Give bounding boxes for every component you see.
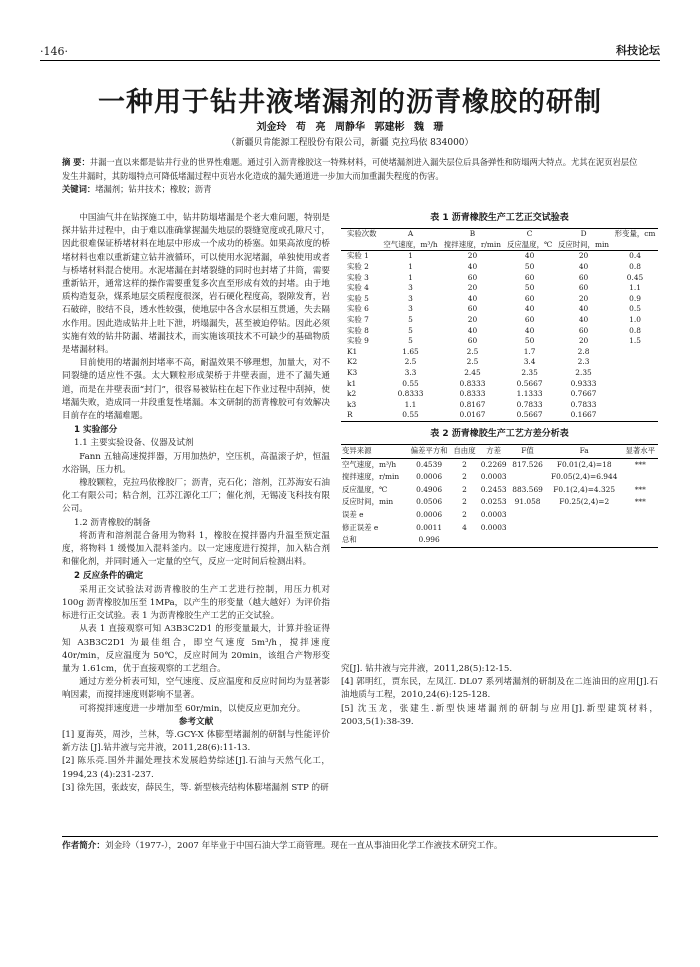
table-1-cell [612,368,658,379]
table-2-row [341,509,658,522]
table-1-cell: 0.55 [402,410,419,420]
right-column [341,212,658,548]
table-1-cell: 60 [467,304,478,314]
table-2-cell: 0.4539 [416,459,443,469]
references-heading: 参考文献 [178,716,214,727]
table-1-cell: 2.35 [575,367,592,377]
equipment-paragraph: Fann 五轴高速搅拌器，万用加热炉，空压机，高温滚子炉，恒温水浴锅，压力机。 [62,451,330,475]
table-2-row [341,458,658,471]
table-1-cell: 1.1 [629,283,641,293]
table-1 [341,228,658,422]
keywords [62,183,638,197]
table-1-row [341,410,658,421]
table-2-row [341,484,658,497]
table-1-cell: 1.5 [629,336,641,346]
table-1-cell: 实验 3 [347,272,369,282]
table-1-cell [612,379,658,390]
table-2-cell: F0.1(2,4)=4.325 [553,484,616,494]
table-1-cell: 5 [408,336,413,346]
table-1-cell: 0.8 [629,325,641,335]
table-1-cell: k3 [347,399,357,409]
table-1-cell: 0.1667 [570,410,597,420]
table-1-cell: 60 [524,272,535,282]
table-2-cell: F0.05(2,4)=6.944 [550,472,618,482]
running-header [40,36,660,58]
table-2-row [341,471,658,484]
table-1-row [341,273,658,284]
table-1-cell: 0.8333 [459,389,486,399]
table-1-cell: 实验 8 [347,325,369,335]
table-2-caption: 表 2 沥青橡胶生产工艺方差分析表 [430,428,569,439]
table-1-cell: 实验 2 [347,261,369,271]
table-1-cell: 0.8333 [397,389,424,399]
abstract [62,156,638,183]
table-1-cell: 0.8167 [459,399,486,409]
table-2-cell: 反应时间，min [342,497,394,507]
table-1-cell: 3 [408,293,413,303]
table-2-row [341,522,658,535]
table-1-cell: 3.4 [523,357,536,367]
table-1-subheader-row [341,240,658,251]
table-1-cell: 5 [408,325,413,335]
table-2-header-cell: 变异来源 [341,445,407,459]
table-1-cell: 实验 4 [347,283,369,293]
table-1-row [341,389,658,400]
table-2-cell: 2 [462,497,467,507]
header-rule [40,60,660,61]
table-2-cell: 883.569 [512,484,543,494]
table-1-cell: 40 [578,261,589,271]
reference-5: [5] 沈玉龙，张建生.新型快速堵漏剂的研制与应用[J].新型建筑材料，2003,5(1):38-39. [341,703,658,727]
table-2-cell: 0.2269 [480,459,507,469]
keywords-label: 关键词： [62,184,96,194]
table-2-cell: 0.0003 [480,510,507,520]
table-1-row [341,336,658,347]
table-1-cell: 2.3 [577,357,590,367]
table-2-cell: 2 [462,484,467,494]
table-1-cell: 0.9333 [570,378,597,388]
table-2-cell: *** [634,497,646,507]
table-1-cell [612,357,658,368]
table-1-cell: 20 [578,293,589,303]
table-1-cell: 20 [467,251,478,261]
table-2-cell: 2 [462,510,467,520]
table-1-cell: 0.5667 [516,410,543,420]
table-1-cell: 1.1333 [516,389,543,399]
table-1-cell: k1 [347,378,357,388]
table-1-cell: 0.8333 [459,378,486,388]
table-1-cell: 60 [467,336,478,346]
table-1-row [341,326,658,337]
subsection-heading-1-2: 1.2 沥青橡胶的制备 [74,517,151,528]
table-2-cell: 修正误差 e [342,522,379,532]
table-2-row [341,534,658,547]
reference-3: [3] 徐先国，张歧安，薛民生，等. 新型核壳结构体膨堵漏剂 STP 的研 [62,782,329,793]
table-1-header-cell: D [580,229,587,239]
table-1-cell: 3.3 [404,367,417,377]
table-1-cell: 60 [467,272,478,282]
table-2-cell: 0.0011 [416,522,443,532]
reaction-paragraph-3: 通过方差分析表可知，空气速度、反应温度和反应时间均为显著影响因素，而搅拌速度则影响不显著。 [62,677,330,701]
table-1-cell: 1.7 [523,346,536,356]
table-1-subheader-cell: 空气速度，m³/h [380,240,440,251]
article-title: 一种用于钻井液堵漏剂的沥青橡胶的研制 [98,87,602,118]
table-1-cell: 0.45 [626,272,644,282]
table-2-cell: 0.0003 [480,522,507,532]
table-2-header-cell: 方差 [478,445,509,459]
reaction-paragraph-4: 可将搅拌速度进一步增加至 60r/min，以使反应更加充分。 [79,703,306,714]
table-1-subheader-cell: 反应温度，℃ [504,240,555,251]
footnote-rule [62,836,658,837]
author-bio-text: 刘金玲（1977-），2007 年毕业于中国石油大学工商管理。现在一直从事油田化学工作液技术研究工作。 [104,841,503,851]
table-1-row [341,251,658,262]
table-2-cell: F0.25(2,4)=2 [559,497,610,507]
table-1-cell: k2 [347,389,357,399]
section-heading-1: 1 实验部分 [74,425,118,436]
table-2-cell [546,522,623,535]
table-2-cell: 0.0006 [416,472,443,482]
table-1-header-row [341,229,658,240]
table-1-cell: 1.1 [404,399,417,409]
table-2-cell: 0.2453 [480,484,507,494]
table-2-header-cell: 显著水平 [623,445,658,459]
table-1-cell: 60 [578,272,589,282]
table-2-cell [509,509,546,522]
table-2-header-cell: 自由度 [451,445,478,459]
reference-1: [1] 夏海英，周沙，兰林，等.GCY-X 体膨型堵漏剂的研制与性能评价新方法 [J].钻井液与完井液，2011,28(6):11-13. [62,729,330,754]
table-1-cell: 40 [467,325,478,335]
table-1-cell: 0.7833 [516,399,543,409]
table-2-cell [546,534,623,547]
table-1-cell: 1.0 [629,314,641,324]
table-2-cell [623,509,658,522]
table-1-cell: 20 [578,251,589,261]
table-1-cell: 0.55 [402,378,419,388]
table-1-cell [612,410,658,421]
table-1-cell: 40 [467,261,478,271]
table-1-row [341,283,658,294]
reference-3-continued: 究[J]. 钻井液与完井液，2011,28(5):12-15. [341,664,513,674]
table-1-row [341,379,658,390]
table-1-row [341,262,658,273]
table-2-cell [623,522,658,535]
author-bio [62,840,658,853]
table-1-row [341,400,658,411]
table-2-cell: 0.996 [418,535,440,545]
table-2-cell: 0.0253 [480,497,507,507]
table-2-header-cell: F值 [509,445,546,459]
table-1-cell: 0.4 [629,251,641,261]
page-number: ·146· [40,45,68,58]
table-1-cell: 20 [578,336,589,346]
table-1-cell: 3 [408,304,413,314]
table-2-cell [546,509,623,522]
table-1-cell [612,347,658,358]
table-1-cell: 40 [467,293,478,303]
abstract-block [62,156,638,197]
table-1-cell: 0.0167 [459,410,486,420]
table-2-cell: 空气速度，m³/h [342,459,397,469]
table-2-header-row [341,445,658,459]
table-1-cell: 2.45 [464,367,481,377]
table-1-cell: 40 [524,251,535,261]
table-2-cell: 搅拌速度，r/min [342,472,400,482]
table-1-cell: 5 [408,314,413,324]
table-1-cell: 2.5 [466,346,479,356]
table-1-cell: 40 [578,314,589,324]
reference-4: [4] 郭明红，贾东民，左凤江. DL07 系列堵漏剂的研制及在二连油田的应用[J].石油地质与工程，2010,24(6):125-128. [341,677,658,701]
table-1-cell: 2.35 [521,367,538,377]
table-1-cell: 实验 5 [347,293,369,303]
table-1-header-cell: C [526,229,533,239]
table-1-row [341,315,658,326]
keywords-text: 堵漏剂；钻井技术；橡胶；沥青 [95,184,212,194]
table-1-cell: 1.65 [402,346,419,356]
intro-paragraph-1: 中国油气井在钻探施工中，钻井防塌堵漏是个老大难问题，特别是探井钻井过程中，由于难以准确掌握漏失地层的裂缝宽度或孔隙尺寸，因此很难保证桥堵材料在地层中形成一个成功的桥塞。如果高浓度的桥堵材料也难以重新建立钻井液循环，可以使用水泥堵漏，单独使用或者与桥堵材料混合使用。水泥堵漏在封堵裂缝的同时也封堵了井筒，需要重新钻开，通常这样的操作需要重复多次直至形成有效的封堵。由于地质构造复杂，煤系地层交质程度很深，岩石硬化程度高，裂隙发育，岩石破碎，胶结不良，透水性较强，使地层中各含水层相互贯通，失去隔水作用。因此造成钻井上吐下泄，坍塌漏失，甚至被迫停钻。因此必须实施有效的钻井防漏、堵漏技术，而实施该项技术不可缺少的基础物质是堵漏材料。 [62,213,330,356]
table-1-cell: 60 [524,293,535,303]
table-1-cell: K3 [347,367,358,377]
intro-paragraph-2: 目前使用的堵漏剂封堵率不高，耐温效果不够理想，加量大，对不同裂缝的适应性不强。太大颗粒形成架桥于井壁表面，进不了漏失通道，而是在井壁表面“封门”，很容易被钻柱在起下作业过程中刮掉，使堵漏失败，造成同一井段重复性堵漏。本文研制的沥青橡胶可有效解决目前存在的堵漏难题。 [62,358,330,422]
table-1-cell: 50 [524,336,535,346]
table-2-cell [623,534,658,547]
table-1-cell: 50 [524,261,535,271]
author-list: 刘金玲 苟 亮 周静华 郭建彬 魏 珊 [256,122,444,133]
table-2-cell: 0.0003 [480,472,507,482]
table-1-subheader-cell [341,240,380,251]
table-1-cell: 0.5667 [516,378,543,388]
table-2-cell [509,471,546,484]
author-bio-label: 作者简介： [62,841,105,851]
table-2-cell [509,534,546,547]
table-1-cell: 0.5 [629,304,641,314]
table-2-cell [451,534,478,547]
table-2-cell: 总和 [342,535,357,545]
table-1-cell: 40 [578,304,589,314]
table-1-cell: 2.8 [577,346,590,356]
table-1-cell: 0.9 [629,293,641,303]
table-2-cell: 4 [462,522,467,532]
table-2-cell [509,522,546,535]
table-1-cell: 实验 6 [347,304,369,314]
reaction-paragraph-1: 采用正交试验法对沥青橡胶的生产工艺进行控制，用压力机对 100g 沥青橡胶加压至 1MPa，以产生的形变量（越大越好）为评价指标进行正交试验。表 1 为沥青橡胶生产工艺的正交试验。 [62,584,330,622]
table-2-cell: 817.526 [512,459,543,469]
table-1-cell: 40 [524,304,535,314]
table-1-header-cell: A [407,229,414,239]
table-1-caption: 表 1 沥青橡胶生产工艺正交试验表 [430,213,569,223]
journal-name: 科技论坛 [616,44,660,57]
table-2-header-cell: Fa [546,445,623,459]
table-2-cell [623,471,658,484]
table-1-cell: 2.5 [466,357,479,367]
table-1-subheader-cell: 搅拌速度，r/min [441,240,505,251]
table-2-cell: 0.0006 [416,510,443,520]
table-1-cell: 实验 9 [347,336,369,346]
table-1-cell: 0.7667 [570,389,597,399]
affiliation: （新疆贝肯能源工程股份有限公司，新疆 克拉玛依 834000） [226,138,474,148]
abstract-text: 井漏一直以来都是钻井行业的世界性难题。通过引入沥青橡胶这一特殊材料，可使堵漏剂进入漏失层位后具备弹性和防塌两大特点。尤其在泥页岩层位发生井漏时，其防塌特点可降低堵漏过程中页岩水化造成的漏失通道进一步加大而加重漏失程度的伤害。 [62,157,638,181]
table-2-cell: 91.058 [514,497,541,507]
left-column [62,212,330,795]
table-1-cell: 2.5 [404,357,417,367]
table-2-cell: 反应温度，℃ [342,484,388,494]
table-1-header-cell: 形变量，cm [614,229,656,239]
table-1-cell: 0.7833 [570,399,597,409]
table-1-row [341,368,658,379]
table-1-cell: 20 [467,283,478,293]
table-1-cell: 60 [578,325,589,335]
table-1-cell: 40 [524,325,535,335]
table-1-body [341,251,658,422]
table-1-header-cell: B [469,229,476,239]
table-1-row [341,294,658,305]
table-1-cell: 3 [408,283,413,293]
table-2-row [341,496,658,509]
table-1-cell: 实验 1 [347,251,369,261]
table-2-cell: F0.01(2,4)=18 [556,459,612,469]
table-1-row [341,347,658,358]
section-heading-2: 2 反应条件的确定 [74,571,144,582]
table-1-cell: 60 [524,314,535,324]
table-2-cell: *** [634,459,646,469]
reference-2: [2] 陈乐亮.国外井漏处理技术发展趋势综述[J].石油与天然气化工，1994,23 (4):231-237. [62,756,330,780]
table-2-cell: *** [634,484,646,494]
table-1-cell: 1 [408,261,413,271]
table-1-cell: 1 [408,251,413,261]
table-1-cell: K2 [347,357,358,367]
preparation-paragraph: 将沥青和溶剂混合备用为物料 1，橡胶在搅拌器内升温至预定温度，将物料 1 缓慢加入混料釜内。以一定速度进行搅拌，加入粘合剂和催化剂，并同时通入一定量的空气，反应一定时间后检测出料。 [62,530,330,568]
table-2-cell: 2 [462,472,467,482]
table-1-row [341,357,658,368]
right-references [341,663,658,729]
table-1-cell: 实验 7 [347,314,369,324]
table-2 [341,444,658,548]
table-1-cell: 0.8 [629,261,641,271]
table-2-cell: 2 [462,459,467,469]
table-2-body [341,458,658,547]
table-2-cell [478,534,509,547]
table-2-header-cell: 偏差平方和 [407,445,451,459]
table-1-subheader-cell [612,240,658,251]
reaction-paragraph-2: 从表 1 直接观察可知 A3B3C2D1 的形变量最大，计算并验证得知 A3B3C2D1 为最佳组合，即空气速度 5m³/h，搅拌速度 40r/min，反应温度为 50℃，反应时间为 20min，该组合产物形变量为 1.61cm，优于直接观察的工艺组合。 [62,624,330,674]
table-1-cell: 60 [578,283,589,293]
table-1-cell [612,400,658,411]
table-1-cell: 1 [408,272,413,282]
table-1-subheader-cell: 反应时间，min [555,240,612,251]
table-1-cell: K1 [347,346,358,356]
table-2-cell: 0.0506 [416,497,443,507]
table-1-header-cell: 实验次数 [347,229,377,239]
table-1-cell [612,389,658,400]
table-2-cell: 误差 e [342,510,364,520]
table-1-row [341,304,658,315]
table-1-cell: R [347,410,353,420]
table-1-cell: 50 [524,283,535,293]
table-1-cell: 20 [467,314,478,324]
abstract-label: 摘 要： [62,157,90,167]
reagents-paragraph: 橡胶颗粒，克拉玛依橡胶厂；沥青，克石化；溶剂，江苏海安石油化工有限公司；粘合剂，江苏江源化工厂；催化剂，无锡凌飞科技有限公司。 [62,478,330,515]
table-2-cell: 0.4906 [416,484,443,494]
subsection-heading-1-1: 1.1 主要实验设备、仪器及试剂 [74,438,194,449]
